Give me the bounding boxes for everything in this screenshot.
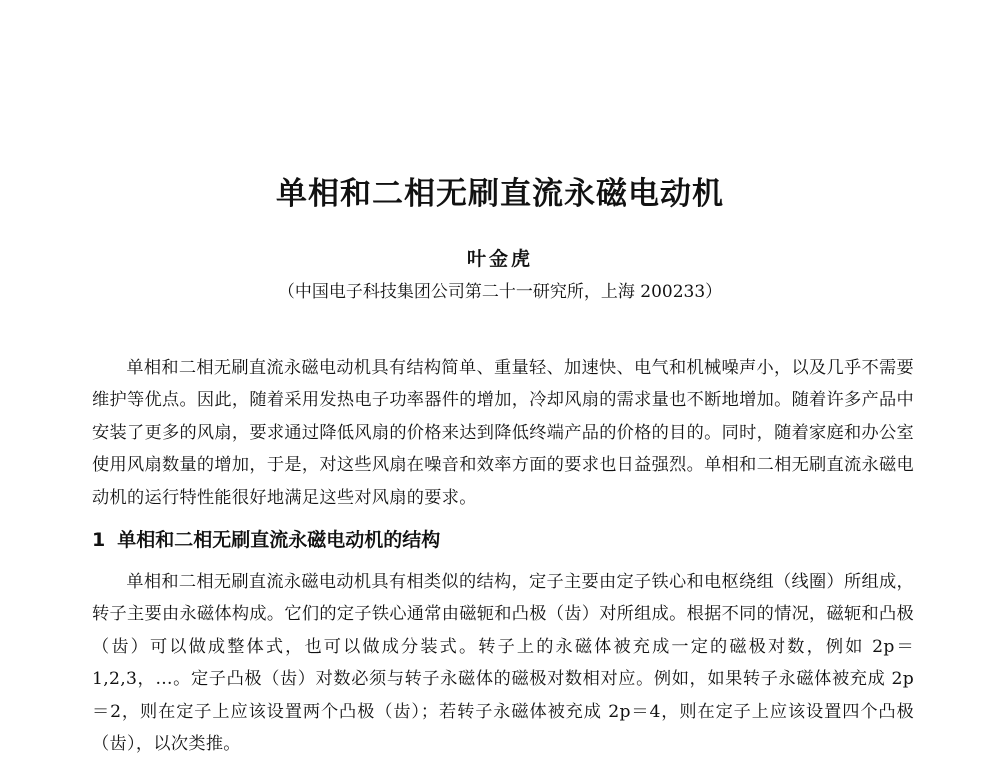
author-affiliation: （中国电子科技集团公司第二十一研究所，上海 200233）: [277, 282, 723, 302]
intro-paragraph: 单相和二相无刷直流永磁电动机具有结构简单、重量轻、加速快、电气和机械噪声小，以及几乎不需要维护等优点。因此，随着采用发热电子功率器件的增加，冷却风扇的需求量也不断地增加。随着许多产品中安装了更多的风扇，要求通过降低风扇的价格来达到降低终端产品的价格的目的。同时，随着家庭和办公室使用风扇数量的增加，于是，对这些风扇在噪音和效率方面的要求也日益强烈。单相和二相无刷直流永磁电动机的运行特性能很好地满足这些对风扇的要求。: [92, 358, 914, 508]
section-title: 单相和二相无刷直流永磁电动机的结构: [117, 529, 441, 551]
section-number: 1: [92, 529, 106, 551]
author-name: 叶金虎: [466, 248, 533, 270]
section-heading: [92, 525, 914, 555]
structure-paragraph: 单相和二相无刷直流永磁电动机具有相类似的结构，定子主要由定子铁心和电枢绕组（线圈）所组成，转子主要由永磁体构成。它们的定子铁心通常由磁轭和凸极（齿）对所组成。根据不同的情况，磁轭和凸极（齿）可以做成整体式，也可以做成分装式。转子上的永磁体被充成一定的磁极对数，例如 2p＝1,2,3，…。定子凸极（齿）对数必须与转子永磁体的磁极对数相对应。例如，如果转子永磁体被充成 2p＝2，则在定子上应该设置两个凸极（齿）；若转子永磁体被充成 2p＝4，则在定子上应该设置四个凸极（齿），以次类推。: [92, 572, 914, 755]
paper-title: 单相和二相无刷直流永磁电动机: [276, 176, 724, 212]
